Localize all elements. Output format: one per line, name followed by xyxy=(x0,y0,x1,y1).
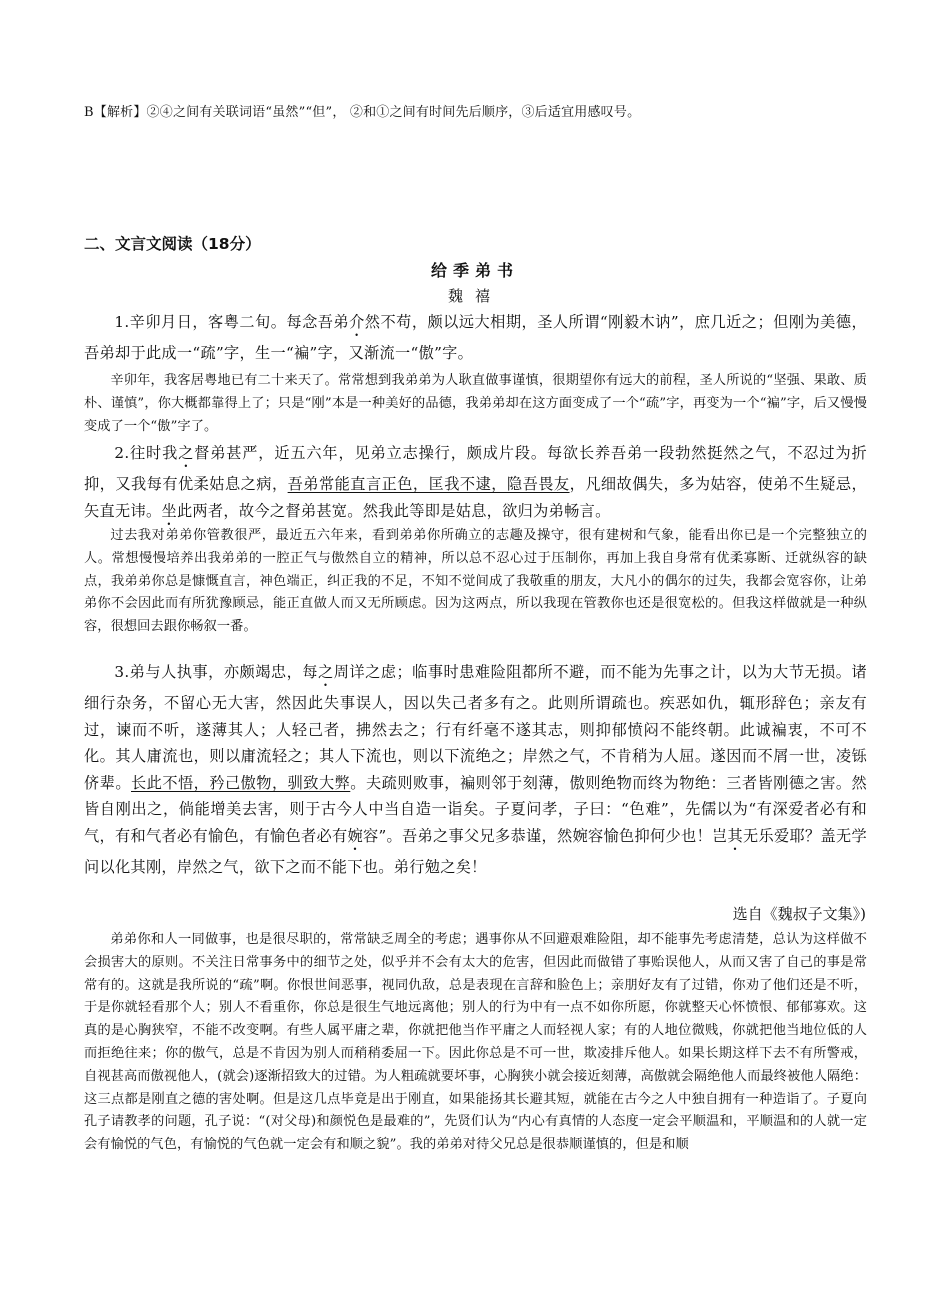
original-paragraph-2: 2.往时我之督弟甚严，近五六年，见弟立志操行，颇成片段。每欲长养吾弟一段勃然挺然之气，不忍过为折抑，又我每有优柔姑息之病，吾弟常能直言正色，匡我不逮，隐吾畏友，凡细故偶失，多为姑容，使弟不生疑忌，矢直无讳。坐此两者，故今之督弟甚宽。然我此等即是姑息，欲归为弟畅言。 xyxy=(84,444,867,520)
emphasized-word: 之 xyxy=(317,663,334,681)
emphasized-word: 坐 xyxy=(161,501,177,520)
original-paragraph-3: 3.弟与人执事，亦颇竭忠，每之周详之虑；临事时患难险阻都所不避，而不能为先事之计，以为大节无损。诸细行杂务，不留心无大害，然因此失事误人，因以失己者多有之。此则所谓疏也。疾恶如仇，辄形辞色；亲友有过，谏而不听，遂薄其人；人轻己者，拂然去之；行有纤毫不遂其志，则抑郁愤闷不能终朝。此诚褊衷，不可不化。其人庸流也，则以庸流轻之；其人下流也，则以下流绝之；岸然之气，不肯稍为人屈。遂因而不屑一世，凌铄侪辈。长此不悟，矜己傲物，驯致大弊。夫疏则败事，褊则邻于刻薄，傲则绝物而终为物绝：三者皆刚德之害。然皆自刚出之，倘能增美去害，则于古今人中当自造一诣矣。子夏问孝，子曰：“色难”，先儒以为“有深爱者必有和气，有和气者必有愉色，有愉色者必有婉容”。吾弟之事父兄多恭谨，然婉容愉色抑何少也！岂其无乐爱耶？盖无学问以化其刚，岸然之气，欲下之而不能下也。弟行勉之矣！ xyxy=(84,663,868,876)
emphasized-word: 婉 xyxy=(347,826,363,845)
section-heading: 二、文言文阅读（18分） xyxy=(84,235,261,253)
article-title: 给季弟书 xyxy=(430,261,519,280)
emphasized-word: 之 xyxy=(178,444,195,462)
article-author: 魏禧 xyxy=(447,287,502,305)
translation-paragraph-1: 辛卯年，我客居粤地已有二十来天了。常常想到我弟弟为人耿直做事谨慎，很期望你有远大的前程，圣人所说的“坚强、果敢、质朴、谨慎”，你大概都靠得上了；只是“刚”本是一种美好的品德，我弟弟却在这方面变成了一个“疏”字，再变为一个“褊”字，后又慢慢变成了一个“傲”字了。 xyxy=(84,373,867,434)
source-citation: 选自《魏叔子文集》) xyxy=(732,905,866,923)
original-paragraph-1: 1.辛卯月日，客粤二旬。每念吾弟介然不苟，颇以远大相期，圣人所谓“刚毅木讷”，庶几近之；但刚为美德，吾弟却于此成一“疏”字，生一“褊”字，又渐流一“傲”字。 xyxy=(84,313,867,362)
translation-paragraph-3: 弟弟你和人一同做事，也是很尽职的，常常缺乏周全的考虑；遇事你从不回避艰难险阻，却不能事先考虑清楚，总认为这样做不会损害大的原则。不关注日常事务中的细节之处，似乎并不会有太大的危害，但因此而做错了事贻误他人，从而又害了自己的事是常常有的。这就是我所说的“疏”啊。你恨世间恶事，视同仇敌，总是表现在言辞和脸色上；亲朋好友有了过错，你劝了他们还是不听，于是你就轻看那个人；别人不看重你，你总是很生气地远离他；别人的行为中有一点不如你所愿，你就整天心怀愤恨、郁郁寡欢。这真的是心胸狭窄，不能不改变啊。有些人属平庸之辈，你就把他当作平庸之人而轻视人家；有的人地位微贱，你就把他当地位低的人而拒绝往来；你的傲气，总是不肯因为别人而稍稍委屈一下。因此你总是不可一世，欺凌排斥他人。如果长期这样下去不有所警戒，自视甚高而傲视他人，(就会)逐渐招致大的过错。为人粗疏就要坏事，心胸狭小就会接近刻薄，高傲就会隔绝他人而最终被他人隔绝：这三点都是刚直之德的害处啊。但是这几点毕竟是出于刚直，如果能扬其长避其短，就能在古今之人中独自拥有一种造诣了。子夏向孔子请教孝的问题，孔子说：“(对父母)和颜悦色是最难的”，先贤们认为“内心有真情的人态度一定会平顺温和，平顺温和的人就一定会有愉悦的气色，有愉悦的气色就一定会有和顺之貌”。我的弟弟对待父兄总是很恭顺谨慎的，但是和顺 xyxy=(84,932,867,1153)
emphasized-word: 其 xyxy=(727,826,743,845)
underlined-sentence: 吾弟常能直言正色，匡我不逮，隐吾畏友 xyxy=(287,475,570,493)
underlined-sentence: 长此不悟，矜己傲物，驯致大弊 xyxy=(131,773,351,792)
translation-paragraph-2: 过去我对弟弟你管教很严，最近五六年来，看到弟弟你所确立的志趣及操守，很有建树和气象，能看出你已是一个完整独立的人。常想慢慢培养出我弟弟的一腔正气与傲然自立的精神，所以总不忍心过于压制你，再加上我自身常有优柔寡断、迁就纵容的缺点，我弟弟你总是慷慨直言，神色端正，纠正我的不足，不知不觉间成了我敬重的朋友，大凡小的偶尔的过失，我都会宽容你，让弟弟你不会因此而有所犹豫顾忌，能正直做人而又无所顾虑。因为这两点，所以我现在管教你也还是很宽松的。但我这样做就是一种纵容，很想回去跟你畅叙一番。 xyxy=(84,528,867,635)
answer-explanation: B【解析】②④之间有关联词语“虽然”“但”， ②和①之间有时间先后顺序，③后适宜用感叹号。 xyxy=(84,105,641,120)
emphasized-word: 介 xyxy=(349,313,365,331)
